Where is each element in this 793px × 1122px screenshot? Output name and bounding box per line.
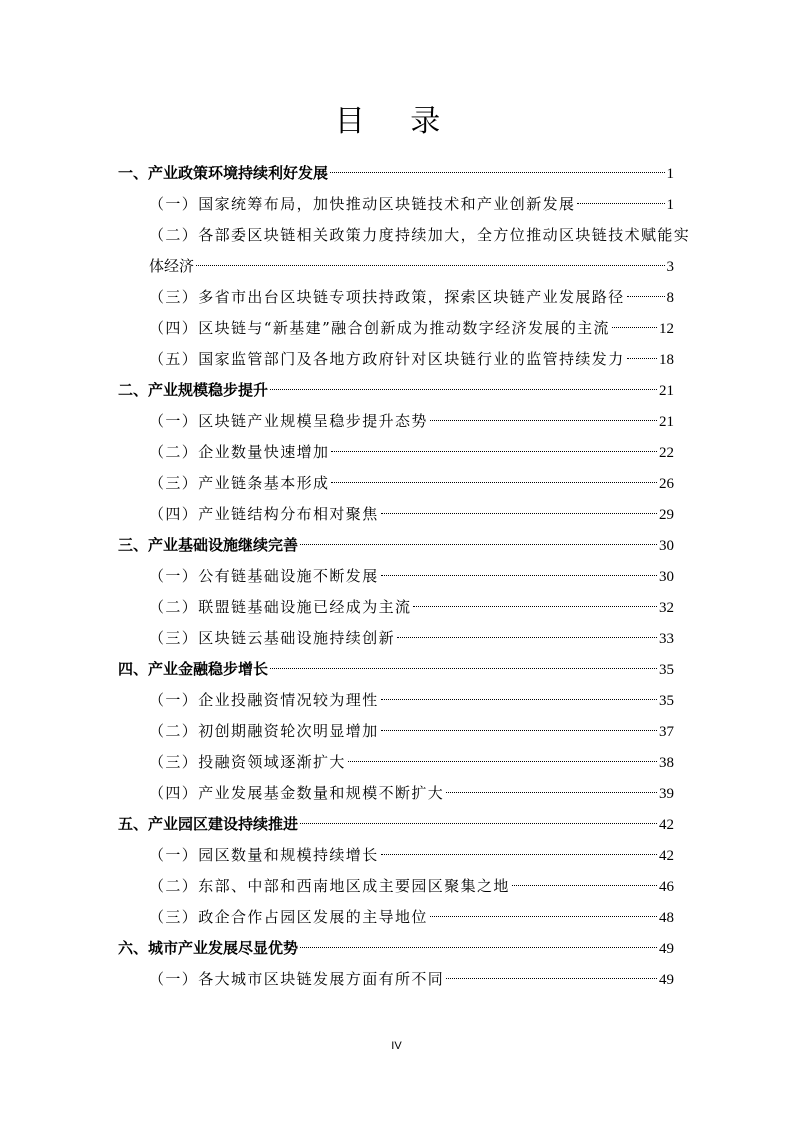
toc-entry-text: （一）企业投融资情况较为理性 xyxy=(149,691,379,709)
dot-leader xyxy=(381,698,657,700)
toc-entry-text: （三）投融资领域逐渐扩大 xyxy=(149,753,346,771)
dot-leader xyxy=(627,357,657,359)
toc-page-number: 33 xyxy=(659,631,674,647)
toc-entry[interactable] xyxy=(149,592,674,622)
toc-title: 目 录 xyxy=(334,104,459,139)
dot-leader xyxy=(348,760,657,762)
toc-entry-text: 四、产业金融稳步增长 xyxy=(118,660,269,678)
toc-page-number: 38 xyxy=(659,755,674,771)
toc-entry-text: （一）区块链产业规模呈稳步提升态势 xyxy=(149,412,428,430)
toc-entry-text: （四）区块链与“新基建”融合创新成为推动数字经济发展的主流 xyxy=(149,319,610,337)
toc-page-number: 42 xyxy=(659,848,674,864)
toc-entry-text: （二）联盟链基础设施已经成为主流 xyxy=(149,598,412,616)
dot-leader xyxy=(196,264,664,266)
toc-page-number: 30 xyxy=(659,538,674,554)
toc-entry[interactable] xyxy=(149,561,674,591)
dot-leader xyxy=(446,791,657,793)
table-of-contents xyxy=(0,158,793,988)
toc-page-number: 22 xyxy=(659,445,674,461)
dot-leader xyxy=(300,946,657,948)
toc-page-number: 12 xyxy=(659,321,674,337)
toc-entry-text: （二）初创期融资轮次明显增加 xyxy=(149,722,379,740)
dot-leader xyxy=(270,388,657,390)
toc-page-number: 42 xyxy=(659,817,674,833)
dot-leader xyxy=(300,822,657,824)
toc-page-number: 46 xyxy=(659,879,674,895)
toc-entry-text: （一）国家统筹布局，加快推动区块链技术和产业创新发展 xyxy=(149,195,576,213)
toc-entry[interactable] xyxy=(149,685,674,715)
toc-page-number: 21 xyxy=(659,383,674,399)
dot-leader xyxy=(430,915,657,917)
toc-entry[interactable] xyxy=(149,406,674,436)
toc-entry-text: （三）多省市出台区块链专项扶持政策，探索区块链产业发展路径 xyxy=(149,288,625,306)
toc-entry-text: （一）公有链基础设施不断发展 xyxy=(149,567,379,585)
toc-entry[interactable] xyxy=(149,499,674,529)
toc-entry-text: 三、产业基础设施继续完善 xyxy=(118,536,299,554)
toc-chapter[interactable] xyxy=(118,158,674,188)
toc-entry-text: （二）东部、中部和西南地区成主要园区聚集之地 xyxy=(149,877,510,895)
dot-leader xyxy=(381,853,657,855)
toc-entry[interactable] xyxy=(149,871,674,901)
toc-entry-text: （一）各大城市区块链发展方面有所不同 xyxy=(149,970,445,988)
dot-leader xyxy=(512,884,657,886)
toc-chapter[interactable] xyxy=(118,933,674,963)
toc-page-number: 49 xyxy=(659,941,674,957)
toc-entry-text: 五、产业园区建设持续推进 xyxy=(118,815,299,833)
toc-entry[interactable] xyxy=(149,840,674,870)
dot-leader xyxy=(330,171,664,173)
toc-entry[interactable] xyxy=(149,623,674,653)
toc-entry-text: 一、产业政策环境持续利好发展 xyxy=(118,164,329,182)
toc-page-number: 35 xyxy=(659,662,674,678)
toc-page-number: 1 xyxy=(666,166,674,182)
dot-leader xyxy=(446,977,657,979)
toc-page-number: 30 xyxy=(659,569,674,585)
toc-entry-text: （五）国家监管部门及各地方政府针对区块链行业的监管持续发力 xyxy=(149,350,625,368)
dot-leader xyxy=(331,450,657,452)
toc-page-number: 1 xyxy=(666,197,674,213)
dot-leader xyxy=(331,481,657,483)
dot-leader xyxy=(300,543,657,545)
dot-leader xyxy=(381,574,657,576)
dot-leader xyxy=(612,326,657,328)
toc-entry[interactable] xyxy=(149,251,674,281)
toc-entry-line[interactable]: （二）各部委区块链相关政策力度持续加大，全方位推动区块链技术赋能实 xyxy=(149,226,691,244)
toc-entry-text: （二）企业数量快速增加 xyxy=(149,443,330,461)
toc-chapter[interactable] xyxy=(118,530,674,560)
toc-page-number: 37 xyxy=(659,724,674,740)
toc-page-number: 49 xyxy=(659,972,674,988)
toc-entry[interactable] xyxy=(149,778,674,808)
toc-page-number: 8 xyxy=(666,290,674,306)
toc-entry[interactable] xyxy=(149,189,674,219)
toc-page-number: 32 xyxy=(659,600,674,616)
toc-chapter[interactable] xyxy=(118,375,674,405)
toc-entry-text: （三）区块链云基础设施持续创新 xyxy=(149,629,396,647)
dot-leader xyxy=(413,605,657,607)
page-number: IV xyxy=(391,1040,402,1052)
toc-page-number: 39 xyxy=(659,786,674,802)
dot-leader xyxy=(627,295,665,297)
toc-page-number: 21 xyxy=(659,414,674,430)
dot-leader xyxy=(270,667,657,669)
toc-entry[interactable] xyxy=(149,344,674,374)
toc-entry-text: （四）产业链结构分布相对聚焦 xyxy=(149,505,379,523)
toc-entry-text: （三）政企合作占园区发展的主导地位 xyxy=(149,908,428,926)
toc-page-number: 29 xyxy=(659,507,674,523)
toc-entry[interactable] xyxy=(149,468,674,498)
dot-leader xyxy=(381,512,657,514)
toc-entry-text: 二、产业规模稳步提升 xyxy=(118,381,269,399)
toc-entry[interactable] xyxy=(149,716,674,746)
dot-leader xyxy=(430,419,657,421)
toc-chapter[interactable] xyxy=(118,654,674,684)
toc-entry-text: （三）产业链条基本形成 xyxy=(149,474,330,492)
dot-leader xyxy=(577,202,664,204)
dot-leader xyxy=(397,636,657,638)
toc-page-number: 26 xyxy=(659,476,674,492)
toc-entry[interactable] xyxy=(149,437,674,467)
toc-entry-text: 六、城市产业发展尽显优势 xyxy=(118,939,299,957)
toc-page-number: 18 xyxy=(659,352,674,368)
toc-chapter[interactable] xyxy=(118,809,674,839)
toc-entry[interactable] xyxy=(149,902,674,932)
toc-entry[interactable] xyxy=(149,964,674,994)
toc-entry[interactable] xyxy=(149,747,674,777)
toc-page-number: 35 xyxy=(659,693,674,709)
toc-entry-text: （四）产业发展基金数量和规模不断扩大 xyxy=(149,784,445,802)
toc-page-number: 48 xyxy=(659,910,674,926)
toc-entry[interactable] xyxy=(149,282,674,312)
toc-page-number: 3 xyxy=(666,259,674,275)
toc-entry-text: 体经济 xyxy=(149,257,195,275)
dot-leader xyxy=(381,729,657,731)
toc-entry-text: （一）园区数量和规模持续增长 xyxy=(149,846,379,864)
toc-entry[interactable] xyxy=(149,313,674,343)
